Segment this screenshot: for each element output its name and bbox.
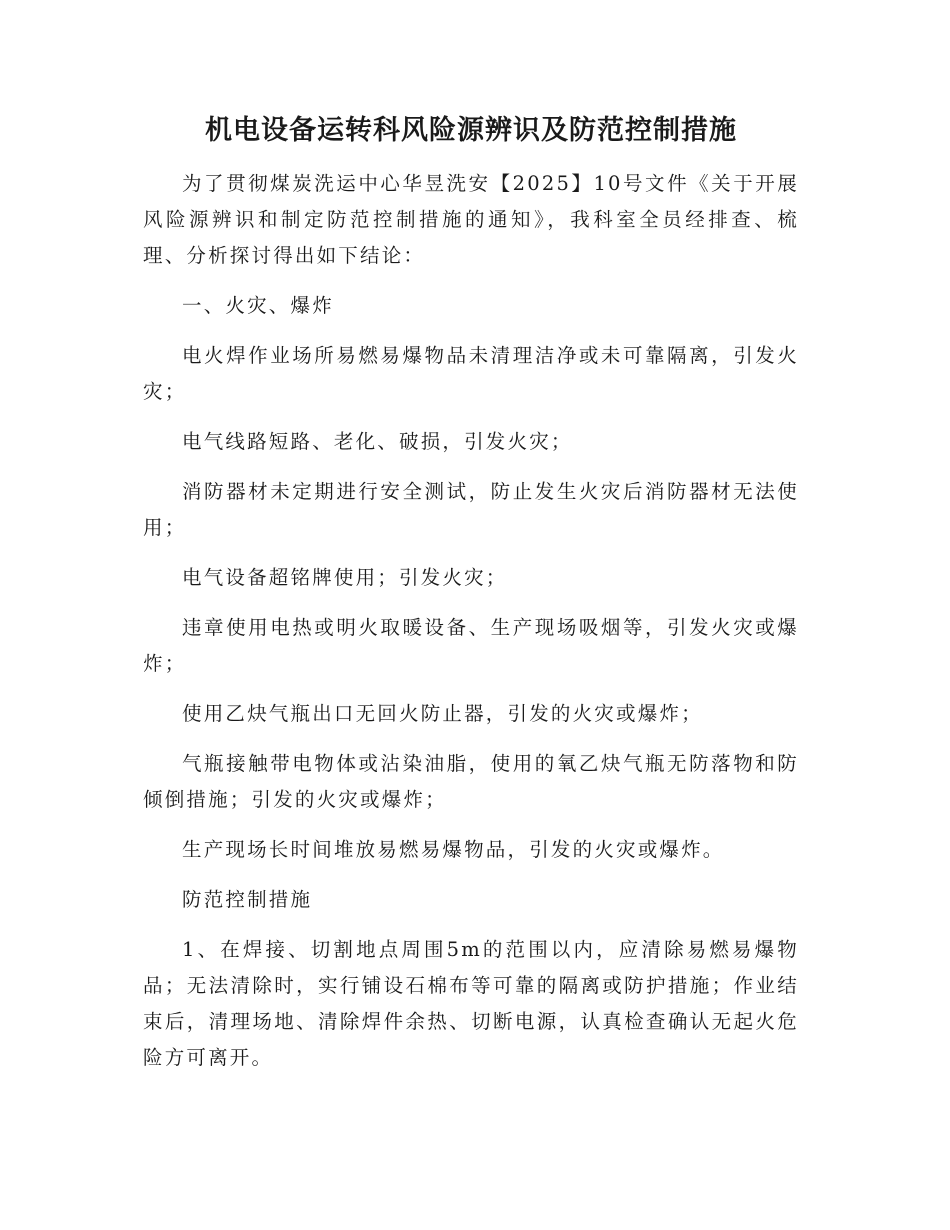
risk-item: 消防器材未定期进行安全测试，防止发生火灾后消防器材无法使用； — [143, 480, 799, 539]
document-title: 机电设备运转科风险源辨识及防范控制措施 — [205, 115, 737, 146]
intro-paragraph: 为了贯彻煤炭洗运中心华昱洗安【2025】10号文件《关于开展风险源辨识和制定防范控制措施的通知》，我科室全员经排查、梳理、分析探讨得出如下结论： — [143, 172, 799, 267]
measure-item: 1、在焊接、切割地点周围5m的范围以内，应清除易燃易爆物品；无法清除时，实行铺设石棉布等可靠的隔离或防护措施；作业结束后，清理场地、清除焊件余热、切断电源，认真检查确认无起火危险方可离开。 — [143, 938, 799, 1069]
risk-item: 电气线路短路、老化、破损，引发火灾； — [182, 430, 573, 453]
risk-item: 生产现场长时间堆放易燃易爆物品，引发的火灾或爆炸。 — [182, 838, 725, 861]
risk-item: 气瓶接触带电物体或沾染油脂，使用的氧乙炔气瓶无防落物和防倾倒措施；引发的火灾或爆炸； — [143, 752, 799, 811]
document-body — [143, 166, 799, 1090]
risk-item: 使用乙炔气瓶出口无回火防止器，引发的火灾或爆炸； — [182, 702, 703, 725]
measures-heading: 防范控制措施 — [182, 888, 313, 911]
risk-item: 电气设备超铭牌使用；引发火灾； — [182, 566, 508, 589]
risk-item: 电火焊作业场所易燃易爆物品未清理洁净或未可靠隔离，引发火灾； — [143, 344, 799, 403]
risk-item: 违章使用电热或明火取暖设备、生产现场吸烟等，引发火灾或爆炸； — [143, 616, 799, 675]
section-heading-fire-explosion: 一、火灾、爆炸 — [182, 294, 334, 317]
